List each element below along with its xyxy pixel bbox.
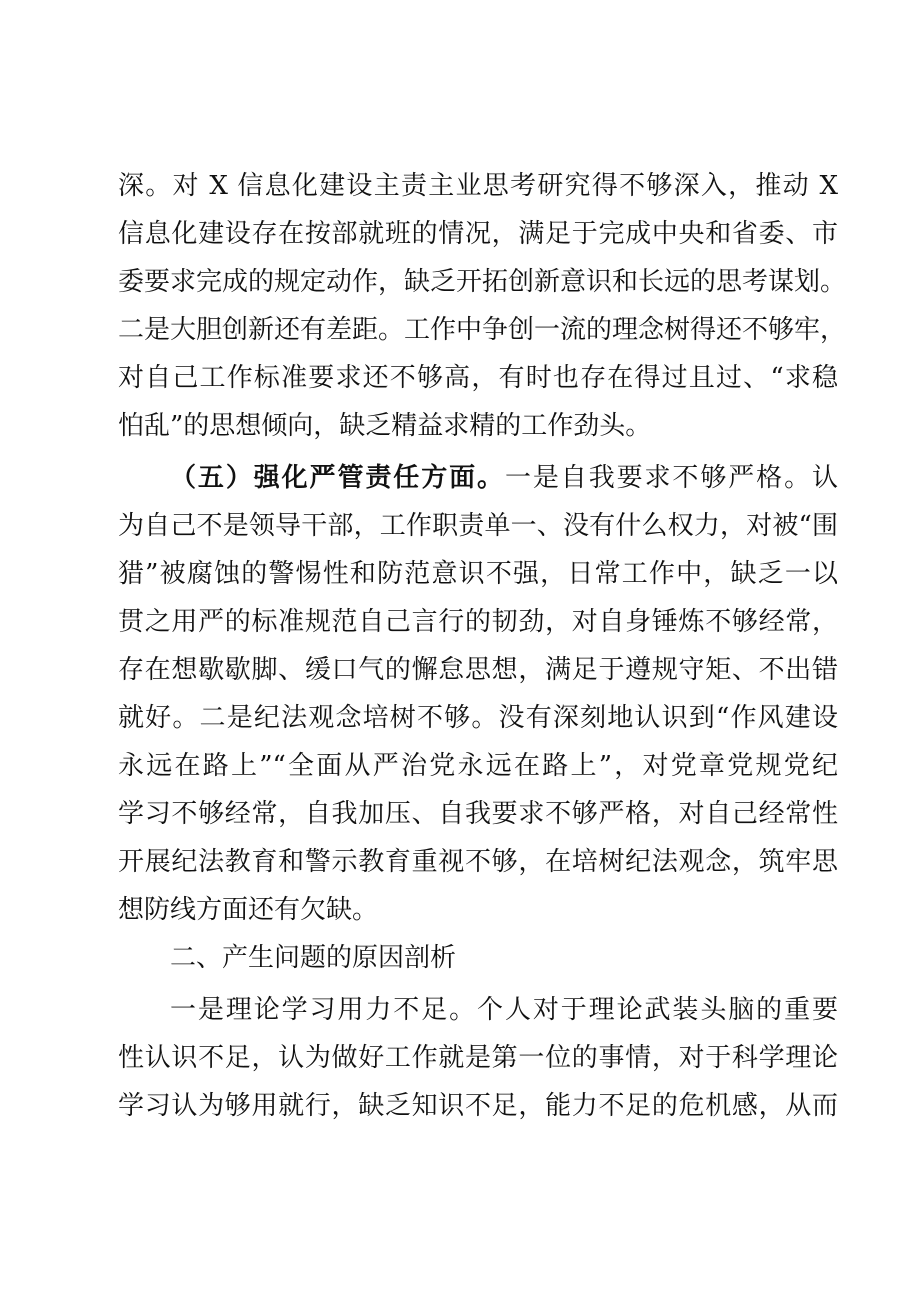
body-line-5: 对自己工作标准要求还不够高，有时也存在得过且过、“求稳: [118, 363, 838, 393]
body-line-4: 二是大胆创新还有差距。工作中争创一流的理念树得还不够牢，: [118, 315, 847, 345]
body-line-9: 贯之用严的标准规范自己言行的韧劲，对自身锤炼不够经常，: [118, 607, 838, 637]
body-line-13: 学习不够经常，自我加压、自我要求不够严格，对自己经常性: [118, 799, 838, 829]
body-line-2: 信息化建设存在按部就班的情况，满足于完成中央和省委、市: [118, 219, 838, 249]
part-2-heading: 二、产生问题的原因剖析: [170, 943, 457, 973]
body-line-16: 一是理论学习用力不足。个人对于理论武装头脑的重要: [170, 995, 838, 1025]
section-5-lead: 一是自我要求不够严格。认: [504, 463, 838, 493]
body-line-15: 想防线方面还有欠缺。: [118, 895, 379, 925]
body-line-6: 怕乱”的思想倾向，缺乏精益求精的工作劲头。: [118, 411, 652, 441]
body-line-18: 学习认为够用就行，缺乏知识不足，能力不足的危机感，从而: [118, 1091, 838, 1121]
section-5-heading: （五）强化严管责任方面。: [170, 463, 505, 493]
body-line-17: 性认识不足，认为做好工作就是第一位的事情，对于科学理论: [118, 1043, 838, 1073]
body-line-3: 委要求完成的规定动作，缺乏开拓创新意识和长远的思考谋划。: [118, 267, 847, 297]
body-line-7: 为自己不是领导干部，工作职责单一、没有什么权力，对被“围: [118, 511, 838, 541]
body-line-14: 开展纪法教育和警示教育重视不够，在培树纪法观念，筑牢思: [118, 847, 838, 877]
body-line-8: 猎”被腐蚀的警惕性和防范意识不强，日常工作中，缺乏一以: [118, 559, 838, 589]
section-5-first-line: [170, 462, 838, 494]
body-line-12: 永远在路上”“全面从严治党永远在路上”，对党章党规党纪: [118, 751, 838, 781]
body-line-10: 存在想歇歇脚、缓口气的懈怠思想，满足于遵规守矩、不出错: [118, 655, 838, 685]
body-line-1: 深。对 X 信息化建设主责主业思考研究得不够深入，推动 X: [118, 171, 838, 201]
body-line-11: 就好。二是纪法观念培树不够。没有深刻地认识到“作风建设: [118, 703, 838, 733]
